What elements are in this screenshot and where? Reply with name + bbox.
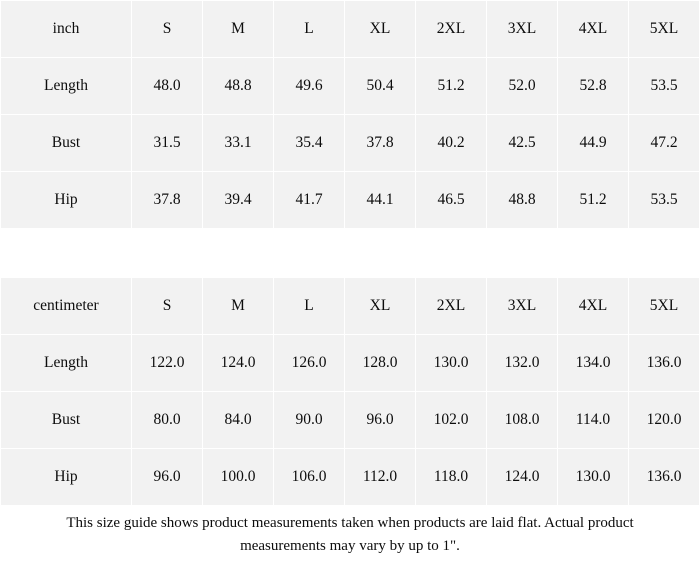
measurement-cell: 47.2 [629,115,700,172]
measurement-cell: 37.8 [345,115,416,172]
column-header-size: 3XL [487,1,558,58]
measurement-cell: 130.0 [416,335,487,392]
section-spacer [1,229,700,278]
measurement-cell: 80.0 [132,392,203,449]
column-header-size: M [203,278,274,335]
footnote-line-2: measurements may vary by up to 1". [240,538,460,554]
measurement-cell: 48.8 [487,172,558,229]
row-label: Length [1,58,132,115]
footnote-line-1: This size guide shows product measurements taken when products are laid flat. Actual product [66,515,634,531]
measurement-cell: 122.0 [132,335,203,392]
measurement-cell: 124.0 [487,449,558,506]
column-header-size: L [274,278,345,335]
column-header-size: XL [345,1,416,58]
measurement-cell: 102.0 [416,392,487,449]
measurement-cell: 53.5 [629,172,700,229]
table-header-row-inch [1,1,700,58]
column-header-size: 2XL [416,278,487,335]
measurement-cell: 51.2 [558,172,629,229]
measurement-cell: 124.0 [203,335,274,392]
measurement-cell: 126.0 [274,335,345,392]
table-row [1,172,700,229]
measurement-cell: 49.6 [274,58,345,115]
column-header-size: 4XL [558,278,629,335]
measurement-cell: 96.0 [132,449,203,506]
unit-label-inch: inch [1,1,132,58]
measurement-cell: 134.0 [558,335,629,392]
measurement-cell: 136.0 [629,335,700,392]
measurement-cell: 112.0 [345,449,416,506]
column-header-size: M [203,1,274,58]
section-spacer-cell [1,229,700,278]
measurement-cell: 37.8 [132,172,203,229]
column-header-size: 3XL [487,278,558,335]
measurement-cell: 130.0 [558,449,629,506]
measurement-cell: 52.0 [487,58,558,115]
measurement-cell: 44.9 [558,115,629,172]
column-header-size: 4XL [558,1,629,58]
table-row [1,58,700,115]
row-label: Length [1,335,132,392]
table-row [1,392,700,449]
table-header-row-centimeter [1,278,700,335]
measurement-cell: 53.5 [629,58,700,115]
measurement-cell: 35.4 [274,115,345,172]
measurement-cell: 132.0 [487,335,558,392]
measurement-cell: 40.2 [416,115,487,172]
measurement-cell: 48.0 [132,58,203,115]
measurement-cell: 120.0 [629,392,700,449]
column-header-size: S [132,278,203,335]
table-row [1,335,700,392]
column-header-size: S [132,1,203,58]
column-header-size: 5XL [629,278,700,335]
measurement-cell: 48.8 [203,58,274,115]
measurement-cell: 106.0 [274,449,345,506]
row-label: Hip [1,172,132,229]
unit-label-centimeter: centimeter [1,278,132,335]
size-guide-footnote [0,506,700,568]
measurement-cell: 114.0 [558,392,629,449]
row-label: Hip [1,449,132,506]
measurement-cell: 39.4 [203,172,274,229]
measurement-cell: 96.0 [345,392,416,449]
measurement-cell: 108.0 [487,392,558,449]
measurement-cell: 50.4 [345,58,416,115]
measurement-cell: 128.0 [345,335,416,392]
table-row [1,115,700,172]
measurement-cell: 90.0 [274,392,345,449]
measurement-cell: 31.5 [132,115,203,172]
measurement-cell: 42.5 [487,115,558,172]
measurement-cell: 100.0 [203,449,274,506]
row-label: Bust [1,392,132,449]
column-header-size: L [274,1,345,58]
measurement-cell: 84.0 [203,392,274,449]
measurement-cell: 46.5 [416,172,487,229]
measurement-cell: 52.8 [558,58,629,115]
measurement-cell: 44.1 [345,172,416,229]
measurement-cell: 118.0 [416,449,487,506]
measurement-cell: 41.7 [274,172,345,229]
column-header-size: 5XL [629,1,700,58]
column-header-size: XL [345,278,416,335]
column-header-size: 2XL [416,1,487,58]
row-label: Bust [1,115,132,172]
measurement-cell: 136.0 [629,449,700,506]
measurement-cell: 51.2 [416,58,487,115]
table-row [1,449,700,506]
measurement-cell: 33.1 [203,115,274,172]
